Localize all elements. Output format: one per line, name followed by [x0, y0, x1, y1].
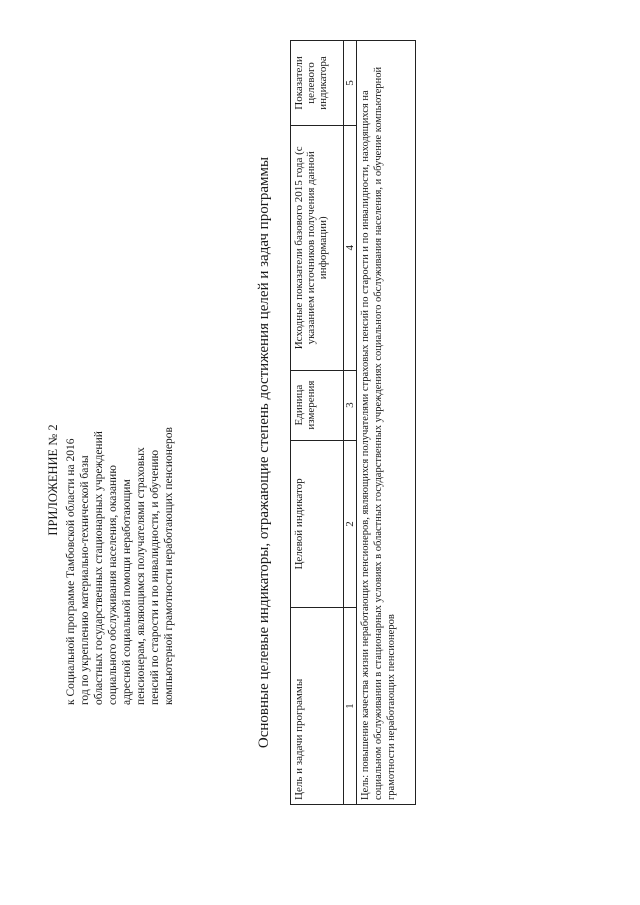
- table-header-row: [291, 41, 344, 805]
- indicators-table: [290, 40, 416, 805]
- goal-text: Цель: повышение качества жизни неработающих пенсионеров, являющихся получателями страховых пенсий по старости и по инвалидности, находящихся на социальном обслуживании в стационарных условиях в областных государственных учреждениях социального обслуживания населения, и обучение компьютерной грамотности неработающих пенсионеров: [357, 41, 416, 805]
- column-number: 3: [344, 370, 357, 440]
- appendix-line: пенсионерам, являющимся получателями страховых: [135, 447, 147, 705]
- appendix-line: адресной социальной помощи неработающим: [121, 479, 133, 705]
- appendix-line: пенсий по старости и по инвалидности, и обучению: [149, 449, 161, 705]
- column-header-indicator: Целевой индикатор: [291, 440, 344, 608]
- column-number: 2: [344, 440, 357, 608]
- appendix-line: социального обслуживания населения, оказанию: [107, 465, 119, 705]
- appendix-block: [46, 255, 176, 705]
- document-title: Основные целевые индикаторы, отражающие степень достижения целей и задач программы: [256, 156, 272, 749]
- column-header-target: Показатели целевого индикатора: [291, 41, 344, 126]
- column-header-goal: Цель и задачи программы: [291, 608, 344, 805]
- appendix-line: областных государственных стационарных учреждений: [93, 431, 105, 705]
- appendix-line: компьютерной грамотности неработающих пенсионеров: [163, 427, 175, 705]
- column-header-baseline: Исходные показатели базового 2015 года (с указанием источников получения данной информации): [291, 125, 344, 370]
- column-number-row: [344, 41, 357, 805]
- table-row: [357, 41, 416, 805]
- column-number: 5: [344, 41, 357, 126]
- column-number: 1: [344, 608, 357, 805]
- appendix-line: к Социальной программе Тамбовской области на 2016: [65, 438, 77, 705]
- appendix-line: год по укреплению материально-технической базы: [79, 455, 91, 705]
- column-header-unit: Единица измерения: [291, 370, 344, 440]
- column-number: 4: [344, 125, 357, 370]
- appendix-title: ПРИЛОЖЕНИЕ № 2: [46, 424, 60, 536]
